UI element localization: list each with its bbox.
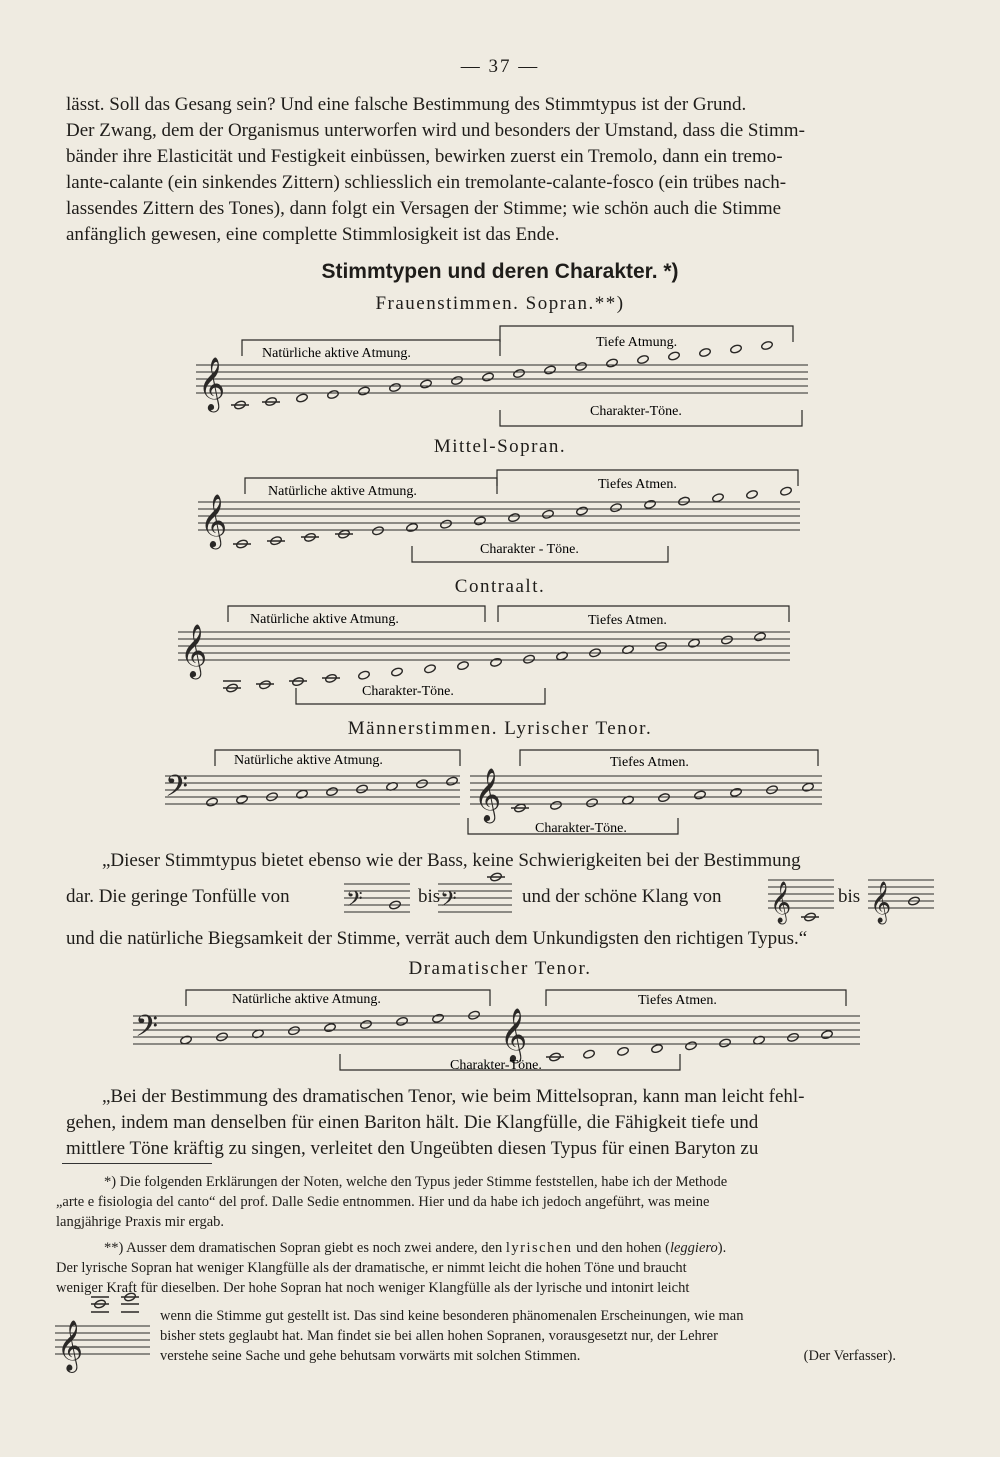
note-head	[712, 493, 725, 503]
treble-clef-icon: 𝄞	[870, 882, 892, 922]
note-head	[610, 503, 623, 513]
footnote-line: verstehe seine Sache und gehe behutsam vorwärts mit solchen Stimmen. (Der Verfasser).	[160, 1348, 896, 1364]
heading-lyrischer-tenor: Männerstimmen. Lyrischer Tenor.	[347, 718, 653, 739]
note-head	[356, 784, 369, 794]
note-head	[586, 798, 599, 808]
note-head	[468, 1010, 481, 1020]
note-head	[451, 375, 464, 385]
note-head	[542, 509, 555, 519]
intro-line: anfänglich gewesen, eine complette Stimmlosigkeit ist das Ende.	[66, 224, 560, 245]
heading-sopran: Frauenstimmen. Sopran.**)	[375, 293, 625, 314]
footnote-2	[56, 1238, 936, 1298]
note-head	[644, 499, 657, 509]
note-head	[432, 1013, 445, 1023]
label-character-tones: Charakter-Töne.	[590, 404, 682, 419]
note-head	[802, 782, 815, 792]
note-head	[424, 664, 437, 674]
label-natural-breathing: Natürliche aktive Atmung.	[250, 612, 399, 627]
note-head	[457, 661, 470, 671]
treble-clef-icon: 𝄞	[770, 882, 792, 922]
note-head	[296, 393, 309, 403]
note-head	[694, 790, 707, 800]
label-deep-breathing: Tiefes Atmen.	[598, 477, 677, 492]
footnote-line: **) Ausser dem dramatischen Sopran giebt es noch zwei andere, den lyrischen und den hohen (leggiero).	[104, 1240, 727, 1256]
treble-clef-icon: 𝄞	[198, 358, 226, 409]
note-head	[606, 358, 619, 368]
note-head	[327, 389, 340, 399]
note-head	[326, 787, 339, 797]
bass-clef-icon: 𝄢	[135, 1010, 159, 1050]
note-head	[637, 354, 650, 364]
intro-line: lässt. Soll das Gesang sein? Und eine falsche Bestimmung des Stimmtypus ist der Grund.	[66, 94, 747, 115]
label-character-tones: Charakter-Töne.	[450, 1058, 542, 1073]
heading-dramatischer-tenor: Dramatischer Tenor.	[408, 958, 592, 979]
note-head	[391, 667, 404, 677]
note-head	[730, 787, 743, 797]
note-head	[236, 794, 249, 804]
label-deep-breathing: Tiefes Atmen.	[638, 993, 717, 1008]
footnote-1	[56, 1172, 936, 1232]
note-head	[288, 1026, 301, 1036]
bass-clef-icon: 𝄢	[346, 887, 363, 916]
note-head	[651, 1044, 664, 1054]
quote-text: bis	[838, 886, 861, 907]
quote-line: „Bei der Bestimmung des dramatischen Tenor, wie beim Mittelsopran, kann man leicht fehl-	[102, 1086, 805, 1107]
intro-line: Der Zwang, dem der Organismus unterworfen wird und besonders der Umstand, dass die Stimm-	[66, 120, 805, 141]
footnote-line: „arte e fisiologia del canto“ del prof. Dalle Sedie entnommen. Hier und da habe ich jedoch angeführt, was meine	[56, 1194, 710, 1210]
note-head	[446, 776, 459, 786]
note-head	[416, 779, 429, 789]
note-head	[719, 1038, 732, 1048]
treble-clef-icon: 𝄞	[500, 1009, 528, 1060]
quote-lyric-tenor-end	[66, 926, 938, 952]
note-head	[523, 654, 536, 664]
heading-mittel-sopran: Mittel-Sopran.	[433, 436, 567, 457]
footnote-line: langjährige Praxis mir ergab.	[56, 1214, 225, 1230]
quote-line: „Dieser Stimmtypus bietet ebenso wie der Bass, keine Schwierigkeiten bei der Bestimmung	[102, 850, 801, 871]
note-head	[508, 513, 521, 523]
note-head	[358, 386, 371, 396]
treble-clef-icon: 𝄞	[474, 769, 502, 820]
note-head	[206, 797, 219, 807]
label-natural-breathing: Natürliche aktive Atmung.	[232, 992, 381, 1007]
label-deep-breathing: Tiefe Atmung.	[596, 335, 678, 350]
note-head	[780, 486, 793, 496]
label-character-tones: Charakter-Töne.	[362, 684, 454, 699]
quote-line: gehen, indem man denselben für einen Bariton hält. Die Klangfülle, die Fähigkeit tiefe und	[66, 1112, 759, 1133]
note-head	[324, 1023, 337, 1033]
label-natural-breathing: Natürliche aktive Atmung.	[268, 484, 417, 499]
footnote-line: weniger Kraft für dieselben. Der hohe Sopran hat noch weniger Klangfülle als der lyrische und intonirt leicht	[56, 1280, 690, 1296]
treble-clef-icon: 𝄞	[180, 625, 208, 676]
label-character-tones: Charakter - Töne.	[480, 542, 579, 557]
note-head	[420, 379, 433, 389]
footnote-line: bisher stets geglaubt hat. Man findet sie bei allen hohen Sopranen, vorausgesetzt nur, der Lehrer	[160, 1328, 718, 1344]
intro-line: bänder ihre Elasticität und Festigkeit einbüssen, bewirken zuerst ein Tremolo, dann ein tremo-	[66, 146, 783, 167]
quote-text: und der schöne Klang von	[522, 886, 722, 907]
note-head	[678, 496, 691, 506]
note-head	[617, 1046, 630, 1056]
note-head	[821, 1030, 834, 1040]
footnote-line: Der lyrische Sopran hat weniger Klangfülle als der dramatische, er nimmt leicht die hohen Töne und braucht	[56, 1260, 687, 1276]
note-head	[699, 347, 712, 357]
note-head	[389, 382, 402, 392]
note-head	[544, 365, 557, 375]
treble-clef-icon: 𝄞	[57, 1321, 84, 1370]
section-title: Stimmtypen und deren Charakter. *)	[321, 260, 679, 283]
note-head	[396, 1016, 409, 1026]
note-head	[360, 1019, 373, 1029]
note-head	[372, 526, 385, 536]
label-natural-breathing: Natürliche aktive Atmung.	[234, 753, 383, 768]
heading-contraalt: Contraalt.	[454, 576, 546, 597]
note-head	[583, 1049, 596, 1059]
bass-clef-icon: 𝄢	[440, 887, 457, 916]
footnote-rule	[62, 1163, 212, 1164]
intro-line: lante-calante (ein sinkendes Zittern) schliesslich ein tremolante-calante-fosco (ein trübes nach-	[66, 172, 787, 193]
footnote-line: *) Die folgenden Erklärungen der Noten, welche den Typus jeder Stimme feststellen, habe ich der Methode	[104, 1174, 728, 1190]
note-head	[668, 351, 681, 361]
quote-text: dar. Die geringe Tonfülle von	[66, 886, 290, 907]
note-head	[746, 489, 759, 499]
note-head	[730, 344, 743, 354]
note-head	[575, 361, 588, 371]
note-head	[440, 519, 453, 529]
note-head	[550, 800, 563, 810]
treble-clef-icon: 𝄞	[200, 495, 228, 546]
quote-line: mittlere Töne kräftig zu singen, verleitet den Ungeübten diesen Typus für einen Baryton zu	[66, 1138, 759, 1159]
label-natural-breathing: Natürliche aktive Atmung.	[262, 346, 411, 361]
footnote-line: wenn die Stimme gut gestellt ist. Das sind keine besonderen phänomenalen Erscheinungen, wie man	[160, 1308, 744, 1324]
quote-line: und die natürliche Biegsamkeit der Stimme, verrät auch dem Unkundigsten den richtigen Typus.“	[66, 928, 808, 949]
note-head	[259, 680, 272, 690]
label-deep-breathing: Tiefes Atmen.	[588, 613, 667, 628]
note-head	[576, 506, 589, 516]
note-head	[490, 657, 503, 667]
note-head	[685, 1041, 698, 1051]
bass-clef-icon: 𝄢	[165, 770, 189, 810]
note-head	[513, 368, 526, 378]
note-head	[482, 372, 495, 382]
label-deep-breathing: Tiefes Atmen.	[610, 755, 689, 770]
page-number: — 37 —	[460, 56, 540, 77]
quote-text: bis	[418, 886, 441, 907]
quote-dramatic-tenor	[66, 1084, 938, 1162]
intro-line: lassendes Zittern des Tones), dann folgt ein Versagen der Stimme; wie schön auch die Stimme	[66, 198, 782, 219]
label-character-tones: Charakter-Töne.	[535, 821, 627, 836]
note-head	[406, 522, 419, 532]
footnote-2-side	[160, 1306, 936, 1366]
quote-lyric-tenor	[66, 848, 938, 874]
note-head	[754, 632, 767, 642]
note-head	[474, 516, 487, 526]
note-head	[688, 638, 701, 648]
quote-inline-line	[66, 882, 938, 912]
note-head	[296, 789, 309, 799]
note-head	[658, 793, 671, 803]
note-head	[358, 670, 371, 680]
note-head	[761, 340, 774, 350]
note-head	[721, 635, 734, 645]
